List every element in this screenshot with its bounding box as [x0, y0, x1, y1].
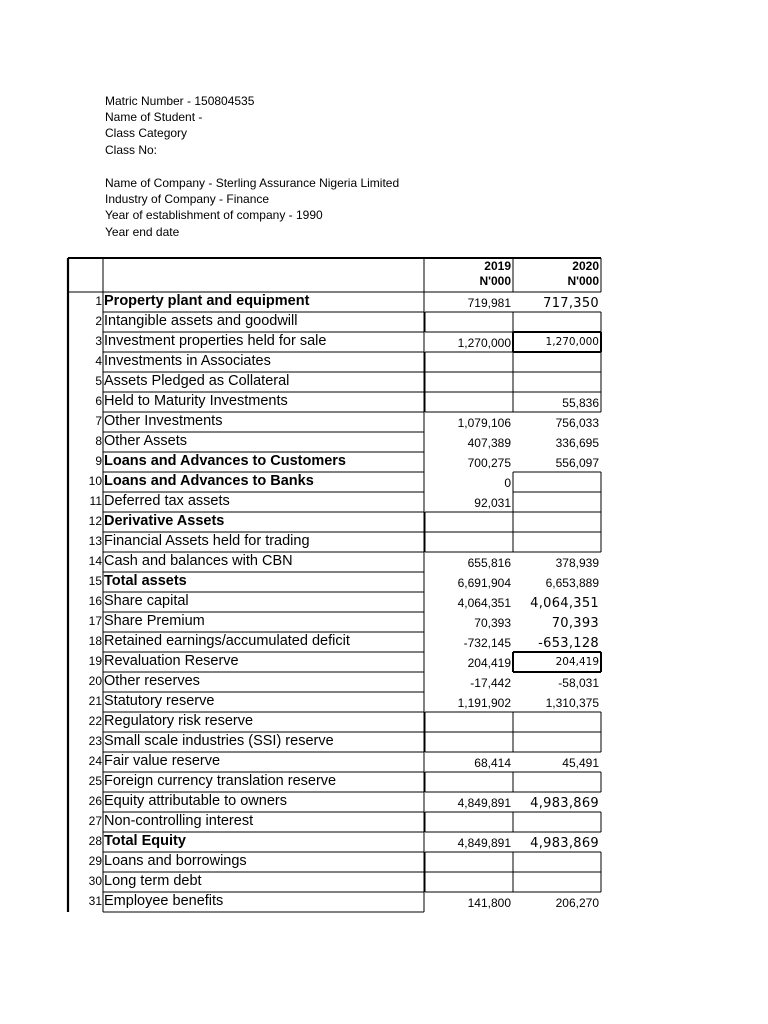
row-number: 15: [88, 574, 102, 588]
row-number: 26: [88, 794, 102, 808]
value-2019: 0: [504, 476, 511, 490]
row-number: 31: [88, 894, 102, 908]
year-established: Year of establishment of company - 1990: [105, 208, 323, 222]
value-2020: 556,097: [555, 456, 599, 470]
row-label: Intangible assets and goodwill: [104, 313, 298, 329]
value-2020: 204,419: [555, 656, 599, 668]
row-label: Derivative Assets: [104, 513, 225, 529]
value-2019: 700,275: [467, 456, 511, 470]
value-2019: 655,816: [467, 556, 511, 570]
row-number: 21: [88, 694, 102, 708]
row-number: 30: [88, 874, 102, 888]
row-label: Loans and Advances to Customers: [104, 453, 346, 469]
row-number: 19: [88, 654, 102, 668]
row-label: Loans and Advances to Banks: [104, 473, 314, 489]
row-label: Total Equity: [104, 833, 186, 849]
row-number: 1: [95, 294, 102, 308]
value-2020: 336,695: [555, 436, 599, 450]
row-label: Fair value reserve: [104, 753, 221, 769]
row-number: 10: [88, 474, 102, 488]
value-2019: 92,031: [474, 496, 511, 510]
row-number: 14: [88, 554, 102, 568]
row-number: 16: [88, 594, 102, 608]
student-name: Name of Student -: [105, 110, 203, 124]
value-2020: 378,939: [555, 556, 599, 570]
row-label: Share capital: [104, 593, 189, 609]
class-number: Class No:: [105, 143, 158, 157]
value-2019: 4,849,891: [457, 836, 511, 850]
value-2020: -58,031: [558, 676, 599, 690]
row-number: 7: [95, 414, 102, 428]
value-2020: 4,064,351: [530, 596, 599, 611]
year-end-date: Year end date: [105, 225, 180, 239]
row-number: 5: [95, 374, 102, 388]
value-2020: 55,836: [562, 396, 599, 410]
company-name: Name of Company - Sterling Assurance Nigeria Limited: [105, 176, 400, 190]
row-number: 17: [88, 614, 102, 628]
row-label: Revaluation Reserve: [104, 653, 239, 669]
row-label: Assets Pledged as Collateral: [104, 373, 290, 389]
row-number: 28: [88, 834, 102, 848]
row-number: 22: [88, 714, 102, 728]
value-2019: 1,079,106: [457, 416, 511, 430]
value-2019: 68,414: [474, 756, 511, 770]
value-2019: 4,064,351: [457, 596, 511, 610]
row-label: Investments in Associates: [104, 353, 271, 369]
matric-number: Matric Number - 150804535: [105, 94, 255, 108]
value-2020: 45,491: [562, 756, 599, 770]
row-number: 8: [95, 434, 102, 448]
value-2020: 6,653,889: [545, 576, 599, 590]
row-label: Small scale industries (SSI) reserve: [104, 733, 334, 749]
value-2019: 407,389: [467, 436, 511, 450]
header-2019-unit: N'000: [479, 274, 511, 288]
row-number: 27: [88, 814, 102, 828]
row-label: Foreign currency translation reserve: [104, 773, 337, 789]
value-2020: 4,983,869: [530, 836, 599, 851]
row-number: 25: [88, 774, 102, 788]
header-2020-unit: N'000: [567, 274, 599, 288]
row-number: 12: [88, 514, 102, 528]
company-industry: Industry of Company - Finance: [105, 192, 270, 206]
row-label: Cash and balances with CBN: [104, 553, 293, 569]
row-label: Statutory reserve: [104, 693, 215, 709]
value-2019: 141,800: [467, 896, 511, 910]
row-label: Deferred tax assets: [104, 493, 230, 509]
value-2019: -17,442: [470, 676, 511, 690]
row-label: Employee benefits: [104, 893, 224, 909]
row-label: Property plant and equipment: [104, 293, 310, 309]
row-label: Other Assets: [104, 433, 188, 449]
row-number: 23: [88, 734, 102, 748]
value-2019: 6,691,904: [457, 576, 511, 590]
value-2019: 70,393: [474, 616, 511, 630]
row-number: 4: [95, 354, 102, 368]
value-2019: 1,270,000: [457, 336, 511, 350]
row-number: 29: [88, 854, 102, 868]
row-label: Non-controlling interest: [104, 813, 254, 829]
value-2019: 204,419: [467, 656, 511, 670]
row-number: 3: [95, 334, 102, 348]
row-label: Other reserves: [104, 673, 200, 689]
row-label: Other Investments: [104, 413, 223, 429]
value-2020: 206,270: [555, 896, 599, 910]
value-2020: 756,033: [555, 416, 599, 430]
row-label: Held to Maturity Investments: [104, 393, 288, 409]
value-2019: 1,191,902: [457, 696, 511, 710]
class-category: Class Category: [105, 126, 188, 140]
row-number: 24: [88, 754, 102, 768]
value-2020: 4,983,869: [530, 796, 599, 811]
row-label: Regulatory risk reserve: [104, 713, 254, 729]
value-2019: -732,145: [463, 636, 511, 650]
row-label: Total assets: [104, 573, 187, 589]
value-2019: 719,981: [467, 296, 511, 310]
header-2020-year: 2020: [572, 259, 599, 273]
row-number: 2: [95, 314, 102, 328]
row-number: 20: [88, 674, 102, 688]
row-number: 6: [95, 394, 102, 408]
row-label: Loans and borrowings: [104, 853, 247, 869]
row-number: 13: [88, 534, 102, 548]
value-2020: 1,310,375: [545, 696, 599, 710]
row-number: 9: [95, 454, 102, 468]
row-label: Share Premium: [104, 613, 205, 629]
row-label: Retained earnings/accumulated deficit: [104, 633, 350, 649]
value-2020: -653,128: [538, 636, 599, 651]
value-2019: 4,849,891: [457, 796, 511, 810]
row-label: Investment properties held for sale: [104, 333, 327, 349]
row-number: 11: [89, 494, 102, 508]
header-2019-year: 2019: [484, 259, 511, 273]
row-label: Equity attributable to owners: [104, 793, 287, 809]
row-number: 18: [88, 634, 102, 648]
value-2020: 1,270,000: [545, 336, 599, 348]
value-2020: 70,393: [551, 616, 599, 631]
row-label: Long term debt: [104, 873, 202, 889]
row-label: Financial Assets held for trading: [104, 533, 310, 549]
value-2020: 717,350: [543, 296, 599, 311]
